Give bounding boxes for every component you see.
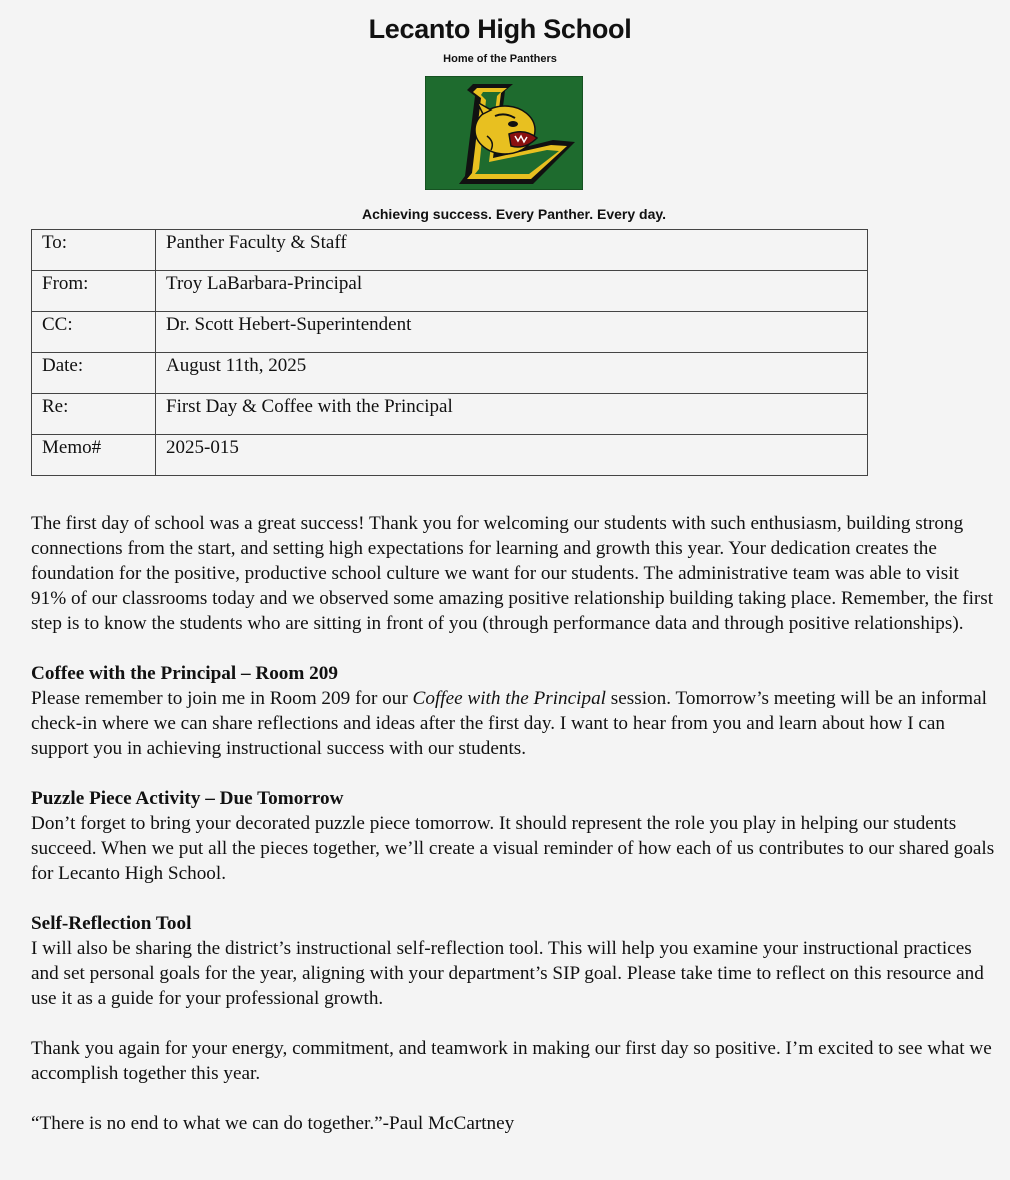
memo-value: First Day & Coffee with the Principal xyxy=(156,394,868,435)
thanks-paragraph: Thank you again for your energy, commitment, and teamwork in making our first day so positive. I’m excited to see what we accomplish together this year. xyxy=(31,1038,992,1084)
memo-label: To: xyxy=(32,230,156,271)
memo-row-from xyxy=(32,271,868,312)
school-motto: Achieving success. Every Panther. Every day. xyxy=(361,206,666,222)
memo-value: Panther Faculty & Staff xyxy=(156,230,868,271)
memo-row-re xyxy=(32,394,868,435)
coffee-text-end: session. Tomorrow’s meeting will be an informal check-in where we can share reflections and ideas after the first day. I want to hear from you and learn about how I can support you in achieving instructional success with our students. xyxy=(31,688,987,759)
memo-label: CC: xyxy=(32,312,156,353)
puzzle-paragraph: Don’t forget to bring your decorated puzzle piece tomorrow. It should represent the role you play in helping our students succeed. When we put all the pieces together, we’ll create a visual reminder of how each of us contributes to our shared goals for Lecanto High School. xyxy=(31,813,995,884)
memo-header-table xyxy=(31,229,868,476)
memo-label: Memo# xyxy=(32,435,156,476)
memo-label: Re: xyxy=(32,394,156,435)
memo-row-to xyxy=(32,230,868,271)
coffee-heading: Coffee with the Principal – Room 209 xyxy=(31,663,338,684)
school-tagline: Home of the Panthers xyxy=(443,53,557,65)
puzzle-heading: Puzzle Piece Activity – Due Tomorrow xyxy=(31,788,344,809)
coffee-paragraph xyxy=(31,686,996,761)
memo-label: From: xyxy=(32,271,156,312)
memo-row-date xyxy=(32,353,868,394)
coffee-session-name: Coffee with the Principal xyxy=(412,688,606,709)
memo-row-number xyxy=(32,435,868,476)
reflection-heading: Self-Reflection Tool xyxy=(31,913,192,934)
memo-label: Date: xyxy=(32,353,156,394)
memo-row-cc xyxy=(32,312,868,353)
memo-value: Dr. Scott Hebert-Superintendent xyxy=(156,312,868,353)
closing-quote: “There is no end to what we can do together.”-Paul McCartney xyxy=(31,1113,515,1134)
intro-paragraph: The first day of school was a great success! Thank you for welcoming our students with such enthusiasm, building strong connections from the start, and setting high expectations for learning and growth this year. Your dedication creates the foundation for the positive, productive school culture we want for our students. The administrative team was able to visit 91% of our classrooms today and we observed some amazing positive relationship building taking place. Remember, the first step is to know the students who are sitting in front of you (through performance data and through positive relationships). xyxy=(31,513,994,634)
memo-body xyxy=(31,511,996,1136)
school-name: Lecanto High School xyxy=(368,14,632,44)
memo-value: Troy LaBarbara-Principal xyxy=(156,271,868,312)
coffee-text-start: Please remember to join me in Room 209 for our xyxy=(31,688,413,709)
reflection-paragraph: I will also be sharing the district’s instructional self-reflection tool. This will help you examine your instructional practices and set personal goals for the year, aligning with your department’s SIP goal. Please take time to reflect on this resource and use it as a guide for your professional growth. xyxy=(31,938,984,1009)
memo-value: August 11th, 2025 xyxy=(156,353,868,394)
memo-value: 2025-015 xyxy=(156,435,868,476)
panther-logo-icon xyxy=(425,76,583,190)
